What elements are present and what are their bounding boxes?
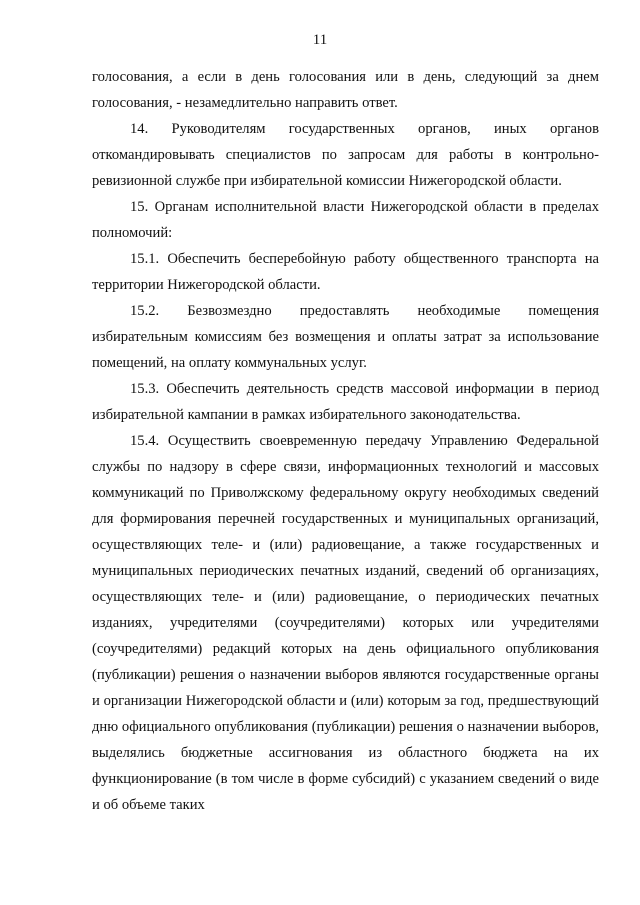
paragraph-15-1: 15.1. Обеспечить бесперебойную работу общественного транспорта на территории Нижегородской области. bbox=[92, 251, 599, 293]
paragraph-15: 15. Органам исполнительной власти Нижегородской области в пределах полномочий: bbox=[92, 199, 599, 241]
paragraph-15-3: 15.3. Обеспечить деятельность средств массовой информации в период избирательной кампании в рамках избирательного законодательства. bbox=[92, 381, 599, 423]
paragraph-15-4: 15.4. Осуществить своевременную передачу Управлению Федеральной службы по надзору в сфере связи, информационных технологий и массовых коммуникаций по Приволжскому федеральному округу необходимых сведений для формирования перечней государственных и муниципальных организаций, осуществляющих теле- и (или) радиовещание, а также государственных и муниципальных периодических печатных изданий, сведений об организациях, осуществляющих теле- и (или) радиовещание, о периодических печатных изданиях, учредителями (соучредителями) которых или учредителями (соучредителями) редакций которых на день официального опубликования (публикации) решения о назначении выборов являются государственные органы и организации Нижегородской области и (или) которым за год, предшествующий дню официального опубликования (публикации) решения о назначении выборов, выделялись бюджетные ассигнования из областного бюджета на их функционирование (в том числе в форме субсидий) с указанием сведений о виде и об объеме таких bbox=[92, 433, 599, 813]
page-number: 11 bbox=[312, 32, 328, 48]
body-text bbox=[92, 64, 599, 818]
paragraph-continuation: голосования, а если в день голосования или в день, следующий за днем голосования, - незамедлительно направить ответ. bbox=[92, 69, 599, 111]
paragraph-15-2: 15.2. Безвозмездно предоставлять необходимые помещения избирательным комиссиям без возмещения и оплаты затрат за использование помещений, на оплату коммунальных услуг. bbox=[92, 303, 599, 371]
paragraph-14: 14. Руководителям государственных органов, иных органов откомандировывать специалистов по запросам для работы в контрольно-ревизионной службе при избирательной комиссии Нижегородской области. bbox=[92, 121, 599, 189]
